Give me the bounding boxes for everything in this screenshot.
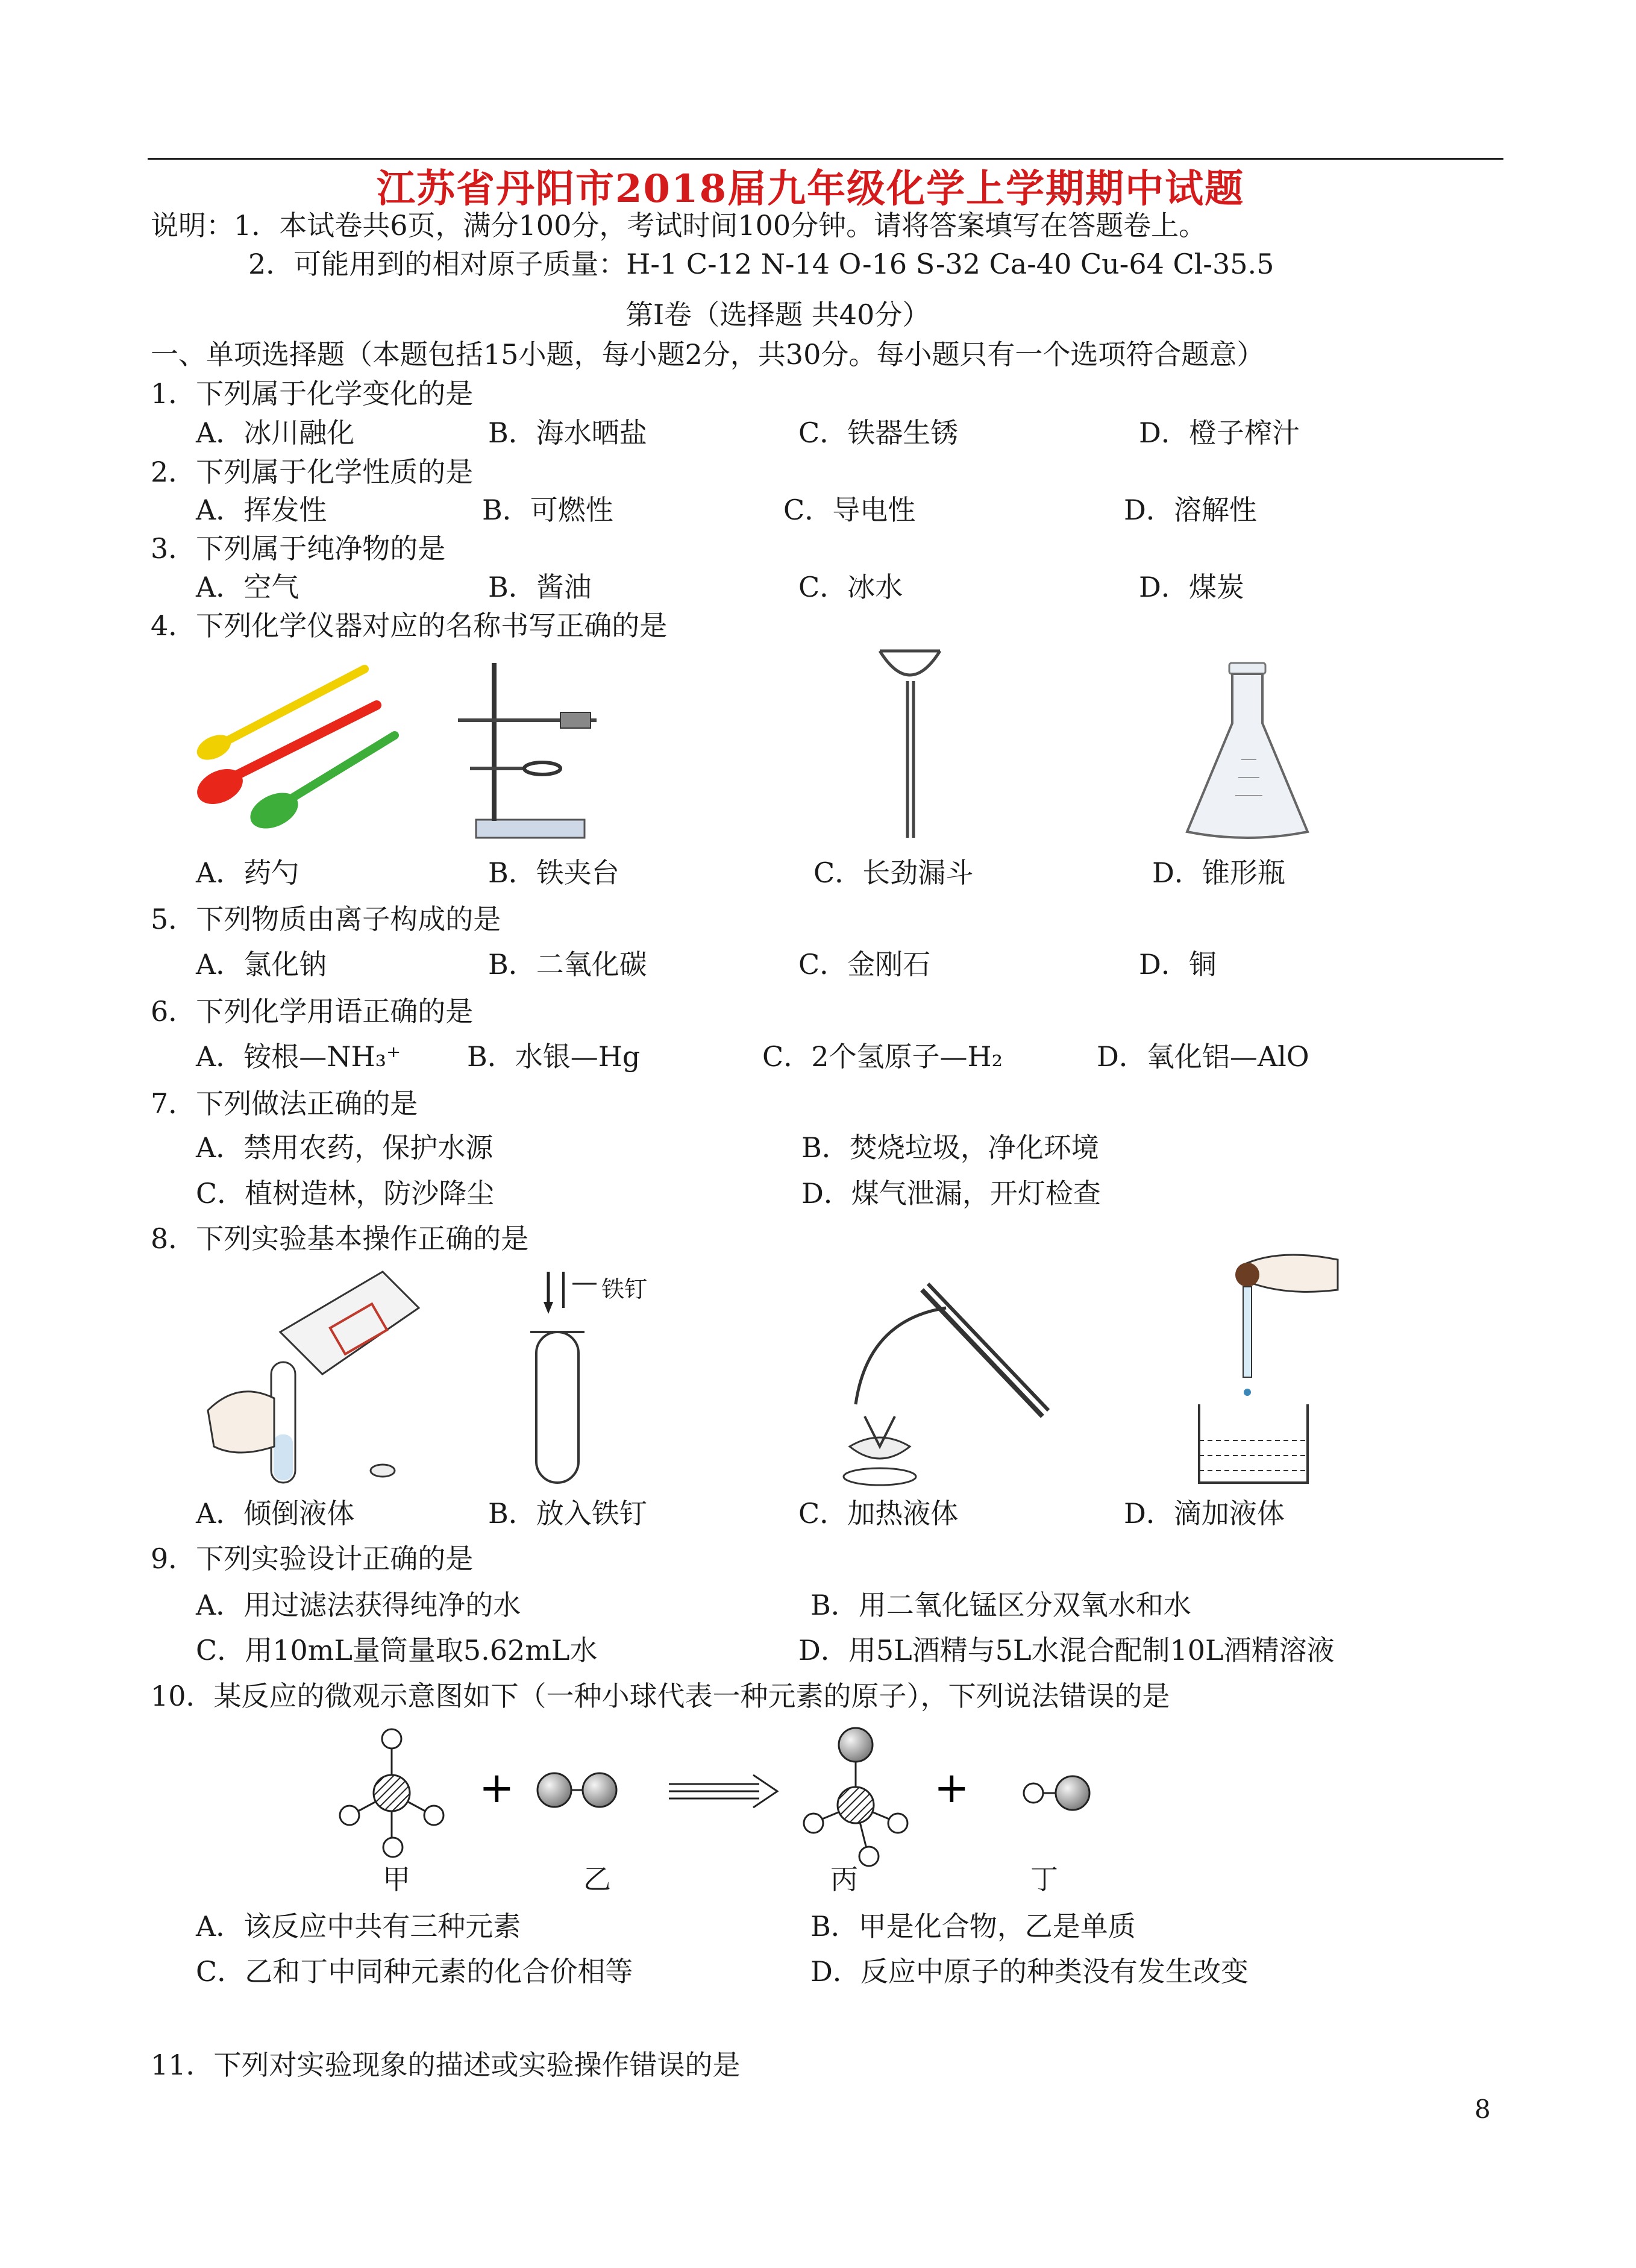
question-1-stem: 1．下列属于化学变化的是 xyxy=(151,377,474,410)
q1-option-d: D．橙子榨汁 xyxy=(1139,416,1300,449)
spoons-image xyxy=(190,657,407,844)
question-11-stem: 11．下列对实验现象的描述或实验操作错误的是 xyxy=(151,2049,741,2081)
page-title: 江苏省丹阳市2018届九年级化学上学期期中试题 xyxy=(377,166,1245,212)
question-4-stem: 4．下列化学仪器对应的名称书写正确的是 xyxy=(151,609,668,642)
q7-option-c: C．植树造林，防沙降尘 xyxy=(196,1177,495,1210)
long-neck-funnel-image xyxy=(874,645,946,844)
q3-option-d: D．煤炭 xyxy=(1139,571,1244,603)
question-10-stem: 10．某反应的微观示意图如下（一种小球代表一种元素的原子），下列说法错误的是 xyxy=(151,1680,1170,1712)
molecule-yi xyxy=(537,1773,616,1807)
molecule-bing xyxy=(804,1728,907,1866)
q7-option-b: B．焚烧垃圾，净化环境 xyxy=(801,1131,1099,1164)
q2-option-c: C．导电性 xyxy=(783,494,916,526)
q1-option-c: C．铁器生锈 xyxy=(798,416,959,449)
conical-flask-image xyxy=(1181,663,1314,844)
reaction-diagram xyxy=(325,1724,1199,1880)
molecule-jia xyxy=(340,1729,443,1857)
q9-option-c: C．用10mL量筒量取5.62mL水 xyxy=(196,1634,598,1666)
q8-option-b: B．放入铁钉 xyxy=(488,1497,647,1530)
q10-option-a: A．该反应中共有三种元素 xyxy=(196,1910,521,1943)
label-bing: 丙 xyxy=(830,1863,858,1896)
question-3-stem: 3．下列属于纯净物的是 xyxy=(151,532,446,565)
reaction-arrow xyxy=(669,1775,777,1808)
heating-liquid-image xyxy=(832,1272,1055,1489)
label-yi: 乙 xyxy=(583,1863,611,1896)
question-2-stem: 2．下列属于化学性质的是 xyxy=(151,456,474,488)
q9-option-b: B．用二氧化锰区分双氧水和水 xyxy=(810,1589,1191,1621)
q9-option-d: D．用5L酒精与5L水混合配制10L酒精溶液 xyxy=(798,1634,1335,1666)
q10-option-b: B．甲是化合物，乙是单质 xyxy=(810,1910,1136,1943)
q7-option-d: D．煤气泄漏，开灯检查 xyxy=(801,1177,1101,1210)
iron-nail-label: 铁钉 xyxy=(601,1276,648,1302)
q5-option-b: B．二氧化碳 xyxy=(488,948,647,981)
q6-option-d: D．氧化铝—AlO xyxy=(1097,1040,1309,1073)
question-6-stem: 6．下列化学用语正确的是 xyxy=(151,995,474,1028)
q3-option-c: C．冰水 xyxy=(798,571,903,603)
q5-option-c: C．金刚石 xyxy=(798,948,931,981)
q1-option-b: B．海水晒盐 xyxy=(488,416,647,449)
q10-option-c: C．乙和丁中同种元素的化合价相等 xyxy=(196,1955,633,1988)
part-title: 第Ⅰ卷（选择题 共40分） xyxy=(625,298,930,331)
plus-sign-1: + xyxy=(479,1763,515,1812)
q5-option-d: D．铜 xyxy=(1139,948,1217,981)
pouring-liquid-image xyxy=(202,1254,431,1489)
q4-option-d: D．锥形瓶 xyxy=(1152,856,1285,889)
molecule-ding xyxy=(1024,1776,1089,1810)
q3-option-a: A．空气 xyxy=(196,571,299,603)
q4-option-c: C．长劲漏斗 xyxy=(813,856,974,889)
q5-option-a: A．氯化钠 xyxy=(196,948,327,981)
iron-stand-image xyxy=(446,663,603,844)
q6-option-c: C．2个氢原子—H₂ xyxy=(762,1040,1003,1073)
q4-option-b: B．铁夹台 xyxy=(488,856,619,889)
section-title: 一、单项选择题（本题包括15小题，每小题2分，共30分。每小题只有一个选项符合题意） xyxy=(151,338,1265,371)
q10-option-d: D．反应中原子的种类没有发生改变 xyxy=(810,1955,1249,1988)
question-7-stem: 7．下列做法正确的是 xyxy=(151,1087,418,1120)
note-2: 2．可能用到的相对原子质量：H-1 C-12 N-14 O-16 S-32 Ca-40 Cu-64 Cl-35.5 xyxy=(248,248,1274,280)
q6-option-a: A．铵根—NH₃⁺ xyxy=(196,1040,401,1073)
plus-sign-2: + xyxy=(934,1763,970,1812)
page-number: 8 xyxy=(1475,2094,1491,2124)
question-5-stem: 5．下列物质由离子构成的是 xyxy=(151,903,501,935)
q8-option-c: C．加热液体 xyxy=(798,1497,959,1530)
question-8-stem: 8．下列实验基本操作正确的是 xyxy=(151,1222,529,1255)
q6-option-b: B．水银—Hg xyxy=(467,1040,641,1073)
dropping-liquid-image xyxy=(1187,1248,1344,1489)
q9-option-a: A．用过滤法获得纯净的水 xyxy=(196,1589,521,1621)
question-9-stem: 9．下列实验设计正确的是 xyxy=(151,1542,474,1575)
note-1: 说明：1．本试卷共6页，满分100分，考试时间100分钟。请将答案填写在答题卷上。 xyxy=(151,209,1207,242)
label-ding: 丁 xyxy=(1030,1863,1058,1896)
q8-option-a: A．倾倒液体 xyxy=(196,1497,355,1530)
q2-option-b: B．可燃性 xyxy=(482,494,613,526)
label-jia: 甲 xyxy=(383,1863,410,1896)
q8-option-d: D．滴加液体 xyxy=(1124,1497,1285,1530)
q4-option-a: A．药勺 xyxy=(196,856,299,889)
q1-option-a: A．冰川融化 xyxy=(196,416,355,449)
q2-option-d: D．溶解性 xyxy=(1124,494,1257,526)
q7-option-a: A．禁用农药，保护水源 xyxy=(196,1131,494,1164)
q3-option-b: B．酱油 xyxy=(488,571,592,603)
q2-option-a: A．挥发性 xyxy=(196,494,327,526)
